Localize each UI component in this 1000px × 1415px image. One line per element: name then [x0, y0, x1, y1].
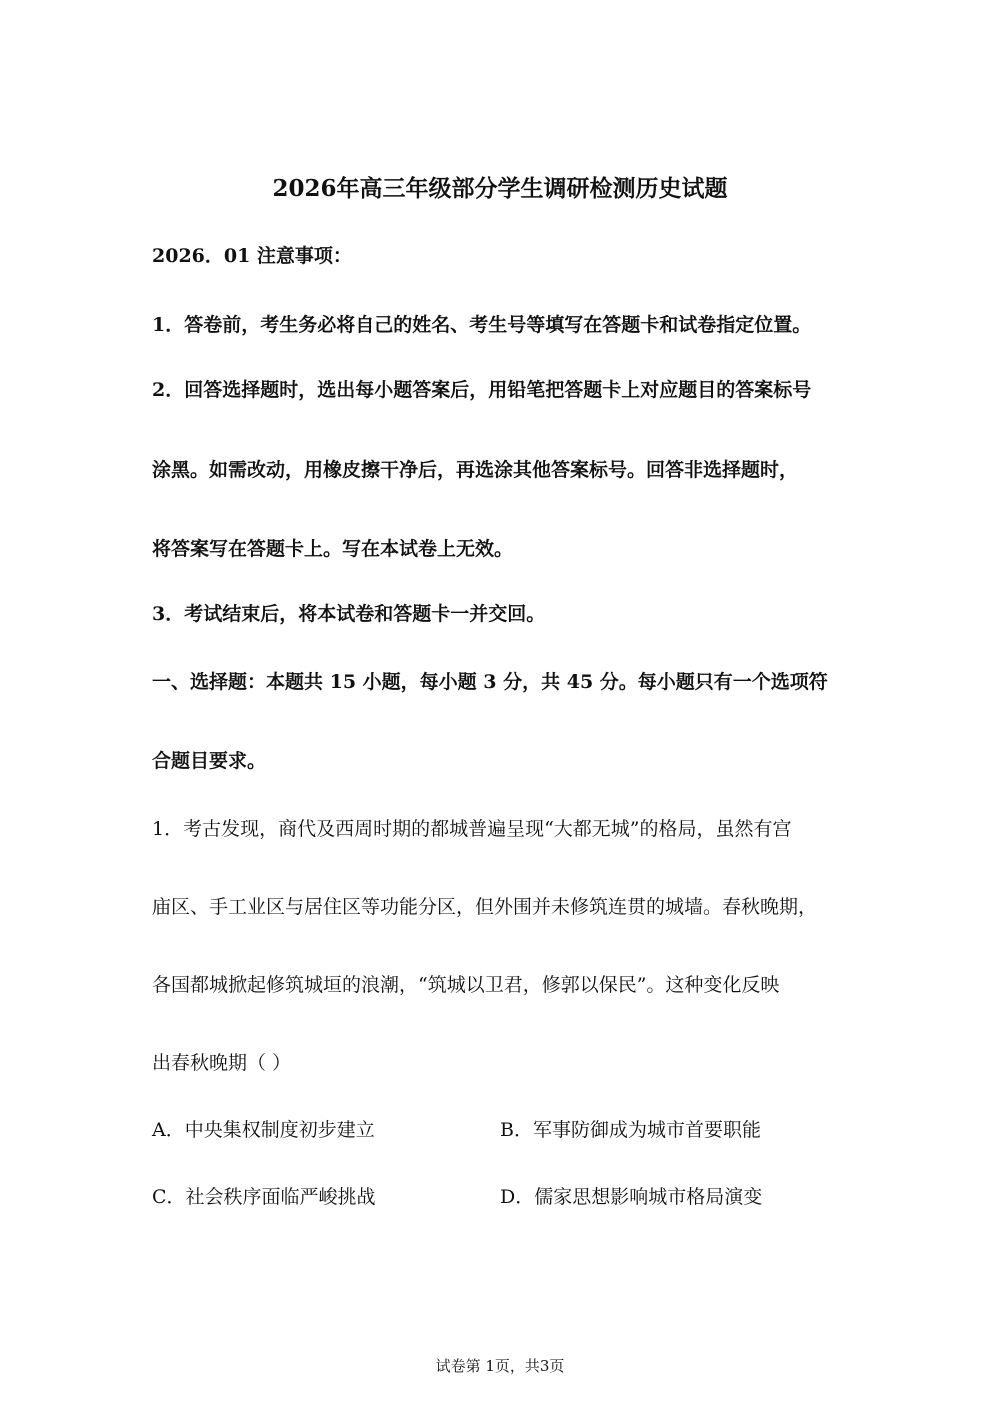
notice-item-3: 3．考试结束后，将本试卷和答题卡一并交回。: [152, 603, 546, 625]
option-d: D．儒家思想影响城市格局演变: [500, 1186, 763, 1208]
section-heading: 一、选择题：本题共 15 小题，每小题 3 分，共 45 分。每小题只有一个选项符: [152, 671, 828, 693]
question-1-line-4: 出春秋晚期（ ）: [152, 1052, 292, 1074]
section-heading-cont: 合题目要求。: [152, 750, 267, 772]
option-a: A．中央集权制度初步建立: [152, 1119, 375, 1141]
notice-item-2-cont-2: 将答案写在答题卡上。写在本试卷上无效。: [152, 538, 514, 560]
notice-item-2-cont: 涂黑。如需改动，用橡皮擦干净后，再选涂其他答案标号。回答非选择题时，: [152, 459, 799, 481]
notice-item-2: 2．回答选择题时，选出每小题答案后，用铅笔把答题卡上对应题目的答案标号: [152, 379, 812, 401]
notice-heading: 2026．01 注意事项：: [152, 245, 352, 267]
question-1-line-1: 1．考古发现，商代及西周时期的都城普遍呈现“大都无城”的格局，虽然有宫: [152, 818, 792, 840]
option-c: C．社会秩序面临严峻挑战: [152, 1186, 376, 1208]
page-footer: 试卷第 1页，共3页: [435, 1357, 565, 1375]
option-b: B．军事防御成为城市首要职能: [500, 1119, 761, 1141]
question-1-line-2: 庙区、手工业区与居住区等功能分区，但外围并未修筑连贯的城墙。春秋晚期，: [152, 896, 818, 918]
page-title: 2026年高三年级部分学生调研检测历史试题: [272, 175, 728, 202]
question-1-line-3: 各国都城掀起修筑城垣的浪潮，“筑城以卫君，修郭以保民”。这种变化反映: [152, 974, 780, 996]
notice-item-1: 1．答卷前，考生务必将自己的姓名、考生号等填写在答题卡和试卷指定位置。: [152, 314, 812, 336]
